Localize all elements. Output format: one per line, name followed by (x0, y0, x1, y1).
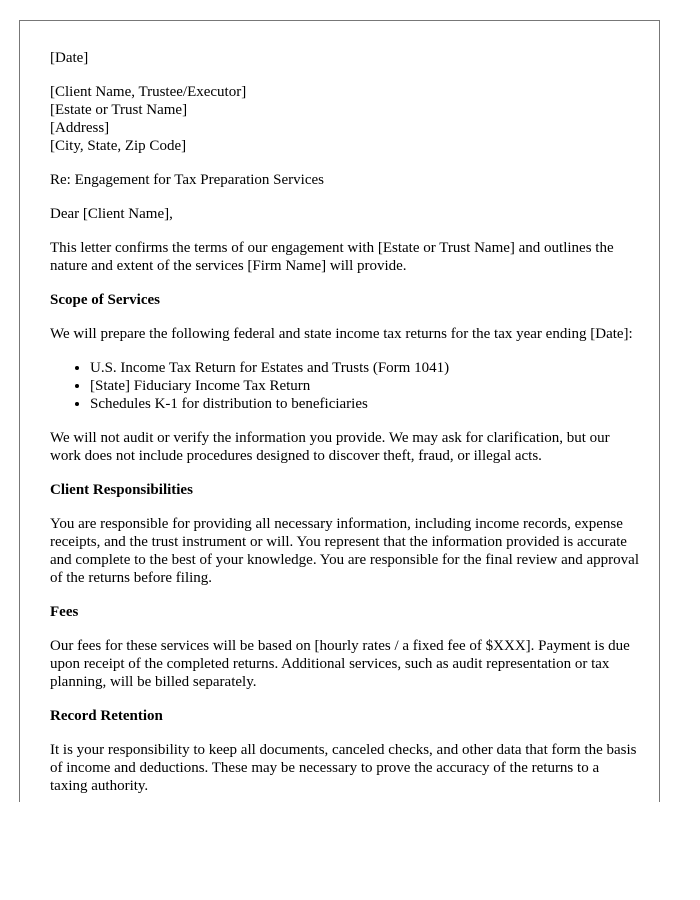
list-item: • [State] Fiduciary Income Tax Return (90, 377, 640, 395)
returns-list (50, 359, 640, 413)
address-line-client: [Client Name, Trustee/Executor] (50, 84, 247, 100)
address-line-estate: [Estate or Trust Name] (50, 102, 188, 118)
subject-line: Re: Engagement for Tax Preparation Services (50, 172, 324, 188)
list-item: • U.S. Income Tax Return for Estates and Trusts (Form 1041) (90, 359, 640, 377)
retention-heading: Record Retention (50, 708, 163, 724)
fees-paragraph: Our fees for these services will be based on [hourly rates / a fixed fee of $XXX]. Payment is due upon receipt of the completed returns. Additional services, such as audit representation or tax planning, will be billed separately. (50, 638, 630, 690)
responsibilities-heading: Client Responsibilities (50, 482, 193, 498)
audit-disclaimer: We will not audit or verify the information you provide. We may ask for clarification, but our work does not include procedures designed to discover theft, fraud, or illegal acts. (50, 430, 610, 464)
recipient-address (50, 83, 640, 155)
address-line-city: [City, State, Zip Code] (50, 138, 187, 154)
scope-paragraph: We will prepare the following federal and state income tax returns for the tax year ending [Date]: (50, 326, 633, 342)
address-line-street: [Address] (50, 120, 110, 136)
letter-page (19, 20, 660, 802)
responsibilities-paragraph: You are responsible for providing all necessary information, including income records, expense receipts, and the trust instrument or will. You represent that the information provided is accurate and complete to the best of your knowledge. You are responsible for the final review and approval of the returns before filing. (50, 516, 639, 586)
scope-heading: Scope of Services (50, 292, 160, 308)
retention-paragraph: It is your responsibility to keep all documents, canceled checks, and other data that form the basis of income and deductions. These may be necessary to prove the accuracy of the returns to a taxing authority. (50, 742, 637, 794)
letter-date: [Date] (50, 50, 89, 66)
intro-paragraph: This letter confirms the terms of our engagement with [Estate or Trust Name] and outlines the nature and extent of the services [Firm Name] will provide. (50, 240, 614, 274)
salutation: Dear [Client Name], (50, 206, 173, 222)
list-item: • Schedules K-1 for distribution to beneficiaries (90, 395, 640, 413)
letter-body (50, 49, 640, 802)
fees-heading: Fees (50, 604, 79, 620)
